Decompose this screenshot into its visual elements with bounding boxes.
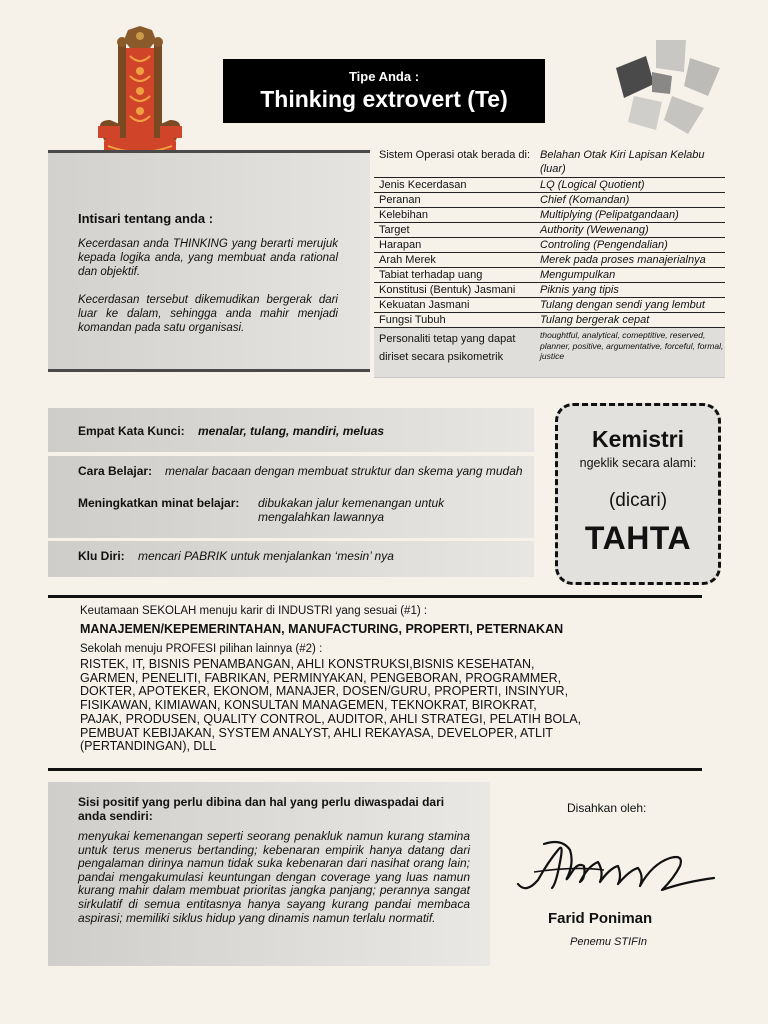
table-row-label: Kelebihan (379, 209, 428, 221)
table-row-value: Tulang dengan sendi yang lembut (540, 299, 705, 311)
keywords-value: menalar, tulang, mandiri, meluas (198, 424, 385, 438)
table-row-label: Fungsi Tubuh (379, 314, 446, 326)
learning-bar (48, 456, 534, 538)
intisari-heading: Intisari tentang anda : (78, 211, 214, 226)
table-row (374, 253, 725, 268)
profesi-line: FISIKAWAN, KIMIAWAN, KONSULTAN MANAGEMEN, TEKNOKRAT, BIROKRAT, (80, 698, 537, 713)
table-row (374, 238, 725, 253)
minat-belajar-value: dibukakan jalur kemenangan untuk mengalahkan lawannya (258, 496, 445, 524)
profesi-label: Sekolah menuju PROFESI pilihan lainnya (#2) : (80, 643, 323, 655)
intisari-paragraph-1: Kecerdasan anda THINKING yang berarti merujuk kepada logika anda, yang membuat anda rational dan objektif. (78, 238, 338, 278)
kemistri-title: Kemistri (591, 426, 685, 452)
table-row-label: Konstitusi (Bentuk) Jasmani (379, 284, 516, 296)
profesi-line: (PERTANDINGAN), DLL (80, 739, 217, 754)
table-row-label: Personaliti tetap yang dapat diriset secara psikometrik (379, 333, 516, 363)
signature-image (514, 832, 724, 902)
profesi-line: RISTEK, IT, BISNIS PENAMBANGAN, AHLI KONSTRUKSI,BISNIS KESEHATAN, (80, 657, 535, 671)
table-row-label: Tabiat terhadap uang (379, 269, 483, 281)
table-row (374, 328, 725, 378)
divider (48, 595, 702, 598)
divider (48, 768, 702, 771)
profesi-line: DOKTER, APOTEKER, EKONOM, MANAJER, DOSEN/GURU, PROPERTI, INSINYUR, (80, 684, 569, 699)
profile-info-table (374, 148, 725, 378)
profesi-list (80, 658, 610, 754)
table-row-label: Target (379, 224, 410, 236)
table-row-label: Kekuatan Jasmani (379, 299, 470, 311)
table-row (374, 208, 725, 223)
signer-title: Penemu STIFIn (570, 936, 648, 948)
table-row-value: LQ (Logical Quotient) (540, 179, 645, 191)
kemistri-subtitle: ngeklik secara alami: (579, 456, 697, 470)
type-title-box (223, 59, 545, 123)
table-row-value: Mengumpulkan (540, 269, 616, 281)
approved-by-label: Disahkan oleh: (567, 801, 647, 815)
klu-diri-label: Klu Diri: (78, 549, 125, 563)
table-row-value: Chief (Komandan) (540, 194, 630, 206)
intisari-paragraph-2: Kecerdasan tersebut dikemudikan bergerak dari luar ke dalam, sehingga anda mahir menjadi komandan pada satu organisasi. (78, 294, 338, 334)
table-row (374, 223, 725, 238)
profesi-line: PEMBUAT KEBIJAKAN, SYSTEM ANALYST, AHLI REKAYASA, DEVELOPER, ATLIT (80, 725, 554, 740)
klu-diri-value: mencari PABRIK untuk menjalankan ‘mesin’ nya (138, 549, 394, 563)
table-row-value: Tulang bergerak cepat (540, 314, 650, 326)
table-row-value: Belahan Otak Kiri Lapisan Kelabu (luar) (540, 149, 705, 175)
table-row (374, 268, 725, 283)
sisi-heading: Sisi positif yang perlu dibina dan hal yang perlu diwaspadai dari anda sendiri: (78, 795, 445, 823)
table-row-label: Sistem Operasi otak berada di: (379, 149, 531, 161)
sisi-body: menyukai kemenangan seperti seorang penakluk namun kurang stamina untuk terus menerus bertanding; kebenaran empirik hanya datang dari pengalaman dirinya namun tidak suka kebenaran dari nasihat orang lain; pandai mengakumulasi keuntungan dengan coverage yang luas namun kurang mahir dalam membuat prioritas jangka panjang; perannya sangat sirkulatif di semua entitasnya hanya sayang kurang pandai membaca aspirasi; memiliki siklus hidup yang dinamis namun terlalu normatif. (78, 829, 470, 925)
minat-belajar-label: Meningkatkan minat belajar: (78, 496, 240, 510)
table-row-label: Peranan (379, 194, 421, 206)
signer-name: Farid Poniman (548, 910, 653, 927)
sisi-panel (48, 782, 490, 966)
table-row (374, 178, 725, 193)
industri-label: Keutamaan SEKOLAH menuju karir di INDUSTRI yang sesuai (#1) : (80, 605, 428, 617)
klu-diri-bar (48, 541, 534, 577)
table-row (374, 193, 725, 208)
table-row-value: Piknis yang tipis (540, 284, 619, 296)
table-row-value: Authority (Wewenang) (540, 224, 649, 236)
kemistri-box (555, 403, 721, 585)
keywords-bar (48, 408, 534, 452)
cara-belajar-value: menalar bacaan dengan membuat struktur dan skema yang mudah (165, 464, 523, 478)
table-row-label: Harapan (379, 239, 422, 251)
table-row (374, 313, 725, 328)
profesi-line: GARMEN, PENELITI, FABRIKAN, PERMINYAKAN, PENGEBORAN, PROGRAMMER, (80, 670, 562, 685)
type-title: Thinking extrovert (Te) (260, 86, 508, 112)
table-row (374, 298, 725, 313)
table-row-label: Jenis Kecerdasan (379, 179, 467, 191)
table-row (374, 148, 725, 178)
table-row-value: Merek pada proses manajerialnya (540, 254, 706, 266)
stifin-logo (612, 38, 724, 138)
kemistri-target: TAHTA (584, 520, 692, 556)
intisari-panel (48, 150, 370, 372)
keywords-label: Empat Kata Kunci: (78, 424, 185, 438)
table-row-label: Arah Merek (379, 254, 436, 266)
table-row-value: thoughtful, analytical, comeptitive, reserved, planner, positive, argumentative, forceful, formal, justice (540, 330, 724, 361)
table-row-value: Controling (Pengendalian) (540, 239, 668, 251)
type-subtitle: Tipe Anda : (348, 69, 420, 84)
kemistri-dicari: (dicari) (608, 490, 668, 511)
profesi-line: PAJAK, PRODUSEN, QUALITY CONTROL, AUDITOR, AHLI STRATEGI, PELATIH BOLA, (80, 711, 582, 726)
table-row (374, 283, 725, 298)
cara-belajar-label: Cara Belajar: (78, 464, 153, 478)
industri-value: MANAJEMEN/KEPEMERINTAHAN, MANUFACTURING, PROPERTI, PETERNAKAN (80, 622, 564, 636)
table-row-value: Multiplying (Pelipatgandaan) (540, 209, 679, 221)
